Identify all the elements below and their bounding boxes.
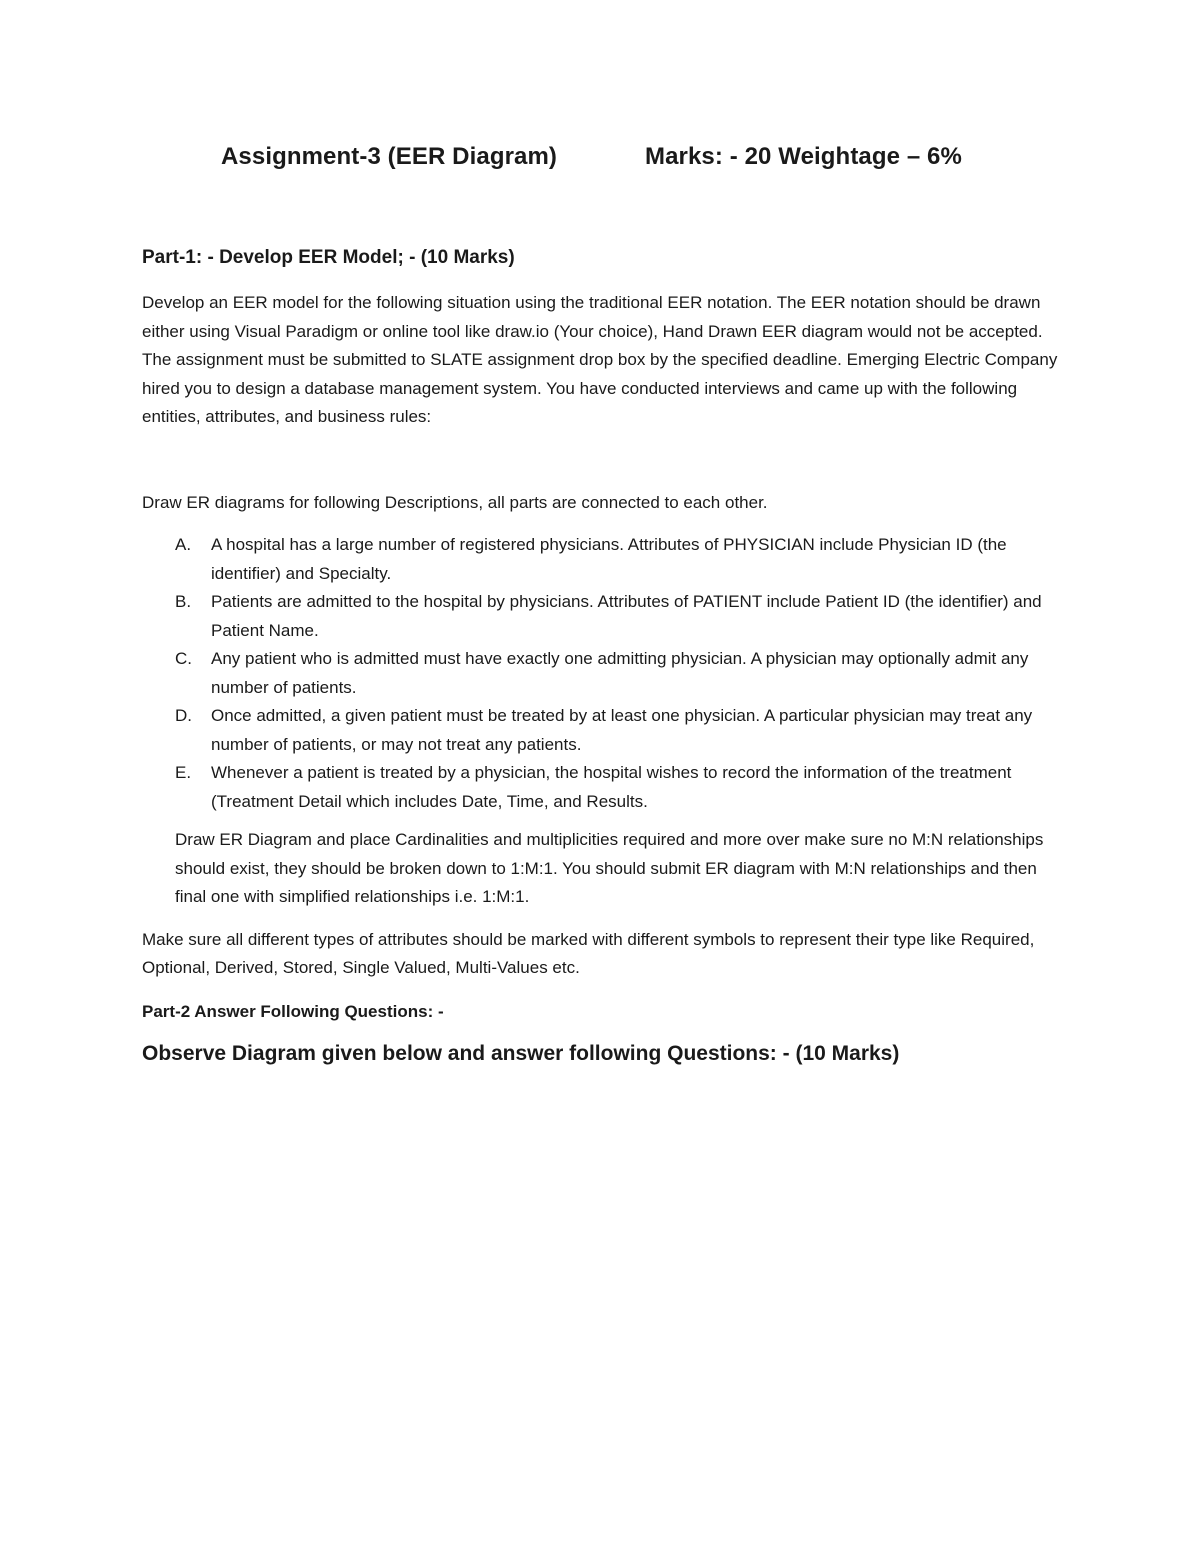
- list-marker: D.: [175, 706, 192, 725]
- document-body: [142, 245, 1072, 1069]
- list-item: [142, 531, 1072, 588]
- observe-heading: Observe Diagram given below and answer following Questions: - (10 Marks): [142, 1041, 900, 1065]
- list-item-text: A hospital has a large number of registered physicians. Attributes of PHYSICIAN include Physician ID (the identifier) and Specialty.: [211, 535, 1007, 583]
- list-item: [142, 759, 1072, 816]
- draw-lead-paragraph: Draw ER diagrams for following Descriptions, all parts are connected to each other.: [142, 492, 768, 512]
- list-item: [142, 588, 1072, 645]
- document-title: [221, 143, 1021, 179]
- list-marker: A.: [175, 535, 192, 554]
- list-marker: B.: [175, 592, 192, 611]
- list-item: [142, 645, 1072, 702]
- part1-heading: Part-1: - Develop EER Model; - (10 Marks): [142, 247, 515, 268]
- list-marker: E.: [175, 763, 192, 782]
- marks-weightage: Marks: - 20 Weightage – 6%: [645, 143, 962, 170]
- list-item-text: Once admitted, a given patient must be treated by at least one physician. A particular physician may treat any number of patients, or may not treat any patients.: [211, 706, 1033, 754]
- part1-intro-paragraph: Develop an EER model for the following situation using the traditional EER notation. The EER notation should be drawn either using Visual Paradigm or online tool like draw.io (Your choice), Hand Drawn EER diagram would not be accepted. The assignment must be submitted to SLATE assignment drop box by the specified deadline. Emerging Electric Company hired you to design a database management system. You have conducted interviews and came up with the following entities, attributes, and business rules:: [142, 293, 1058, 426]
- list-item-text: Patients are admitted to the hospital by physicians. Attributes of PATIENT include Patient ID (the identifier) and Patient Name.: [211, 592, 1042, 640]
- assignment-title: Assignment-3 (EER Diagram): [221, 143, 557, 170]
- list-item: [142, 702, 1072, 759]
- list-item-text: Any patient who is admitted must have exactly one admitting physician. A physician may optionally admit any number of patients.: [211, 649, 1029, 697]
- part2-heading: Part-2 Answer Following Questions: -: [142, 1001, 444, 1021]
- description-list: [142, 531, 1072, 816]
- list-marker: C.: [175, 649, 192, 668]
- list-item-text: Whenever a patient is treated by a physician, the hospital wishes to record the information of the treatment (Treatment Detail which includes Date, Time, and Results.: [211, 763, 1012, 811]
- cardinality-note: Draw ER Diagram and place Cardinalities and multiplicities required and more over make sure no M:N relationships should exist, they should be broken down to 1:M:1. You should submit ER diagram with M:N relationships and then final one with simplified relationships i.e. 1:M:1.: [175, 830, 1044, 906]
- attributes-note: Make sure all different types of attributes should be marked with different symbols to represent their type like Required, Optional, Derived, Stored, Single Valued, Multi-Values etc.: [142, 929, 1035, 977]
